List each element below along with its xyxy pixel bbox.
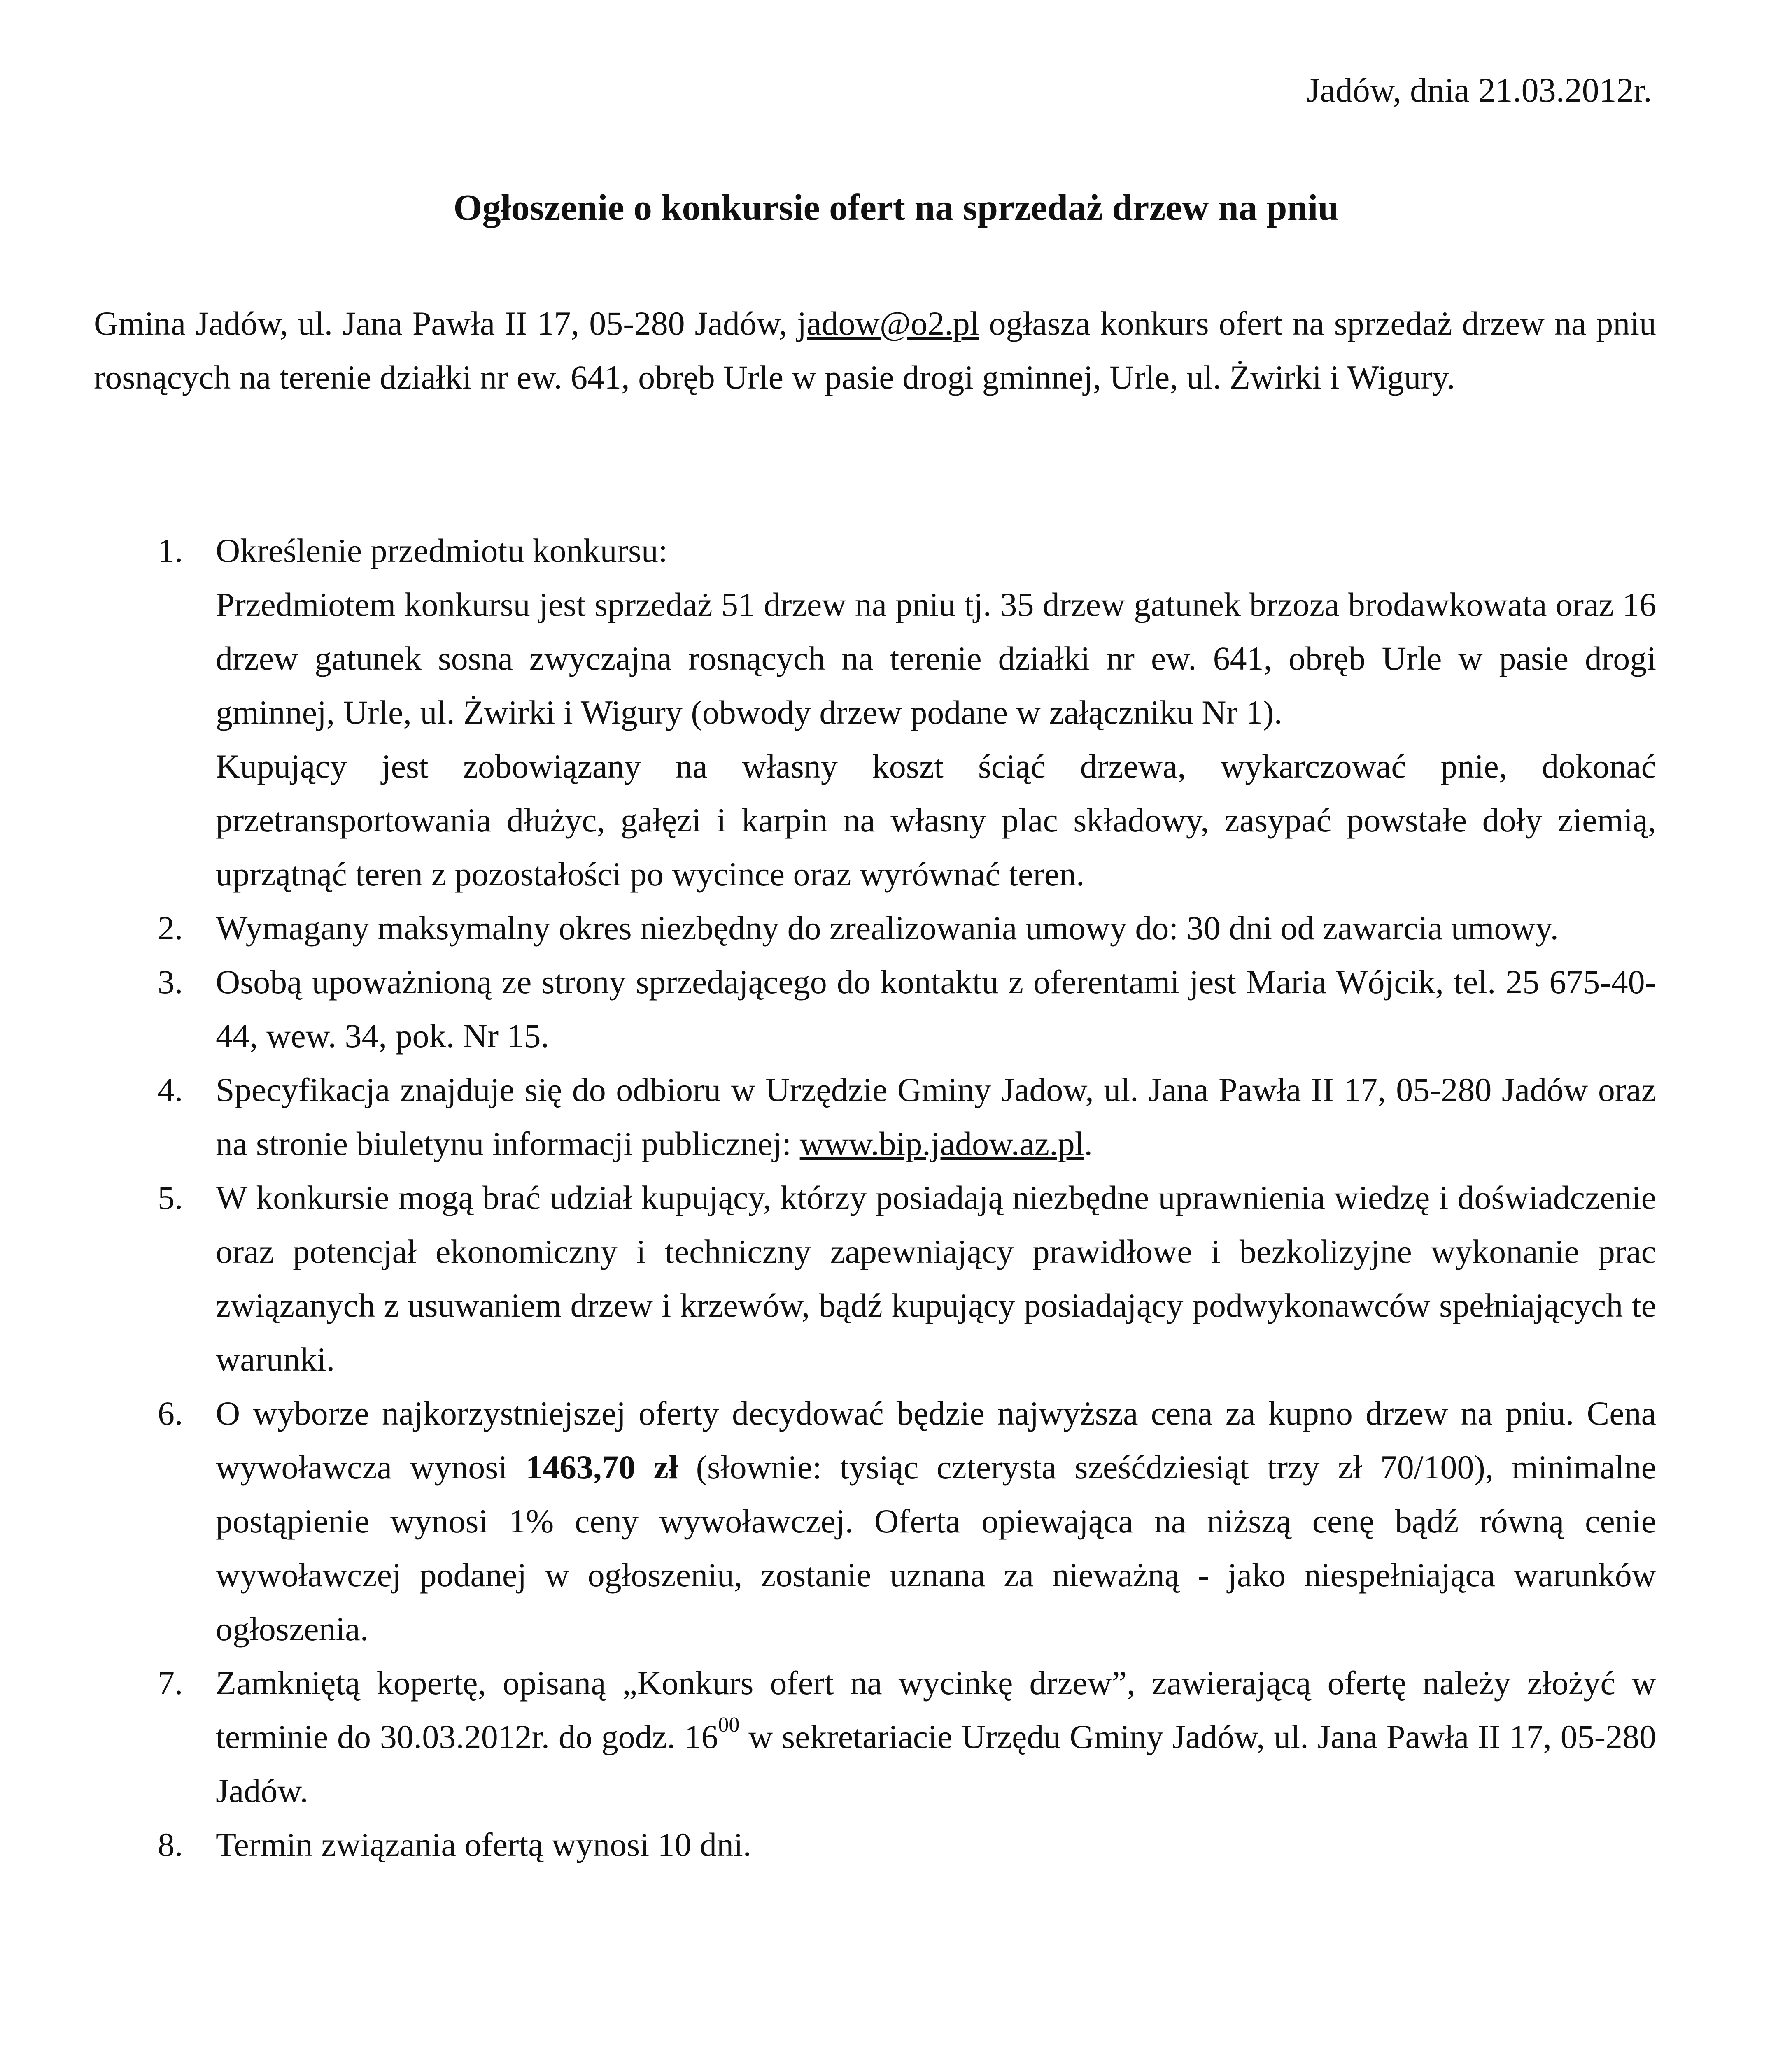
intro-paragraph: [94, 296, 1656, 404]
item-text: Osobą upoważnioną ze strony sprzedającego do kontaktu z oferentami jest Maria Wójcik, tel. 25 675-40-44, wew. 34, pok. Nr 15.: [216, 963, 1656, 1055]
terms-list: [94, 524, 1656, 1872]
document-title: Ogłoszenie o konkursie ofert na sprzedaż drzew na pniu: [453, 187, 1339, 228]
item-text: W konkursie mogą brać udział kupujący, którzy posiadają niezbędne uprawnienia wiedzę i doświadczenie oraz potencjał ekonomiczny i techniczny zapewniający prawidłowe i bezkolizyjne wykonanie prac związanych z usuwaniem drzew i krzewów, bądź kupujący posiadający podwykonawców spełniających te warunki.: [216, 1179, 1656, 1378]
item-text-end: .: [1084, 1125, 1093, 1162]
date-line: Jadów, dnia 21.03.2012r.: [1306, 71, 1652, 109]
starting-price: 1463,70 zł: [525, 1448, 678, 1486]
item-text: [216, 1386, 1656, 1656]
time-superscript: 00: [718, 1713, 740, 1737]
item-text-end: w sekretariacie Urzędu Gminy Jadów, ul. Jana Pawła II 17, 05-280 Jadów.: [216, 1718, 1657, 1809]
item-number: 4.: [158, 1071, 183, 1108]
intro-text-end: ogłasza konkurs ofert na sprzedaż drzew na pniu rosnących na terenie działki nr ew. 641, obręb Urle w pasie drogi gminnej, Urle, ul. Żwirki i Wigury.: [94, 305, 1656, 396]
item-text-start: Specyfikacja znajduje się do odbioru w Urzędzie Gminy Jadow, ul. Jana Pawła II 17, 05-280 Jadów oraz na stronie biuletynu informacji publicznej:: [216, 1071, 1656, 1162]
item-text-start: O wyborze najkorzystniejszej oferty decydować będzie najwyższa cena za kupno drzew na pniu. Cena wywoławcza wynosi: [216, 1395, 1656, 1486]
item-text: [216, 1063, 1656, 1171]
item-paragraph: Kupujący jest zobowiązany na własny koszt ściąć drzewa, wykarczować pnie, dokonać przetransportowania dłużyc, gałęzi i karpin na własny plac składowy, zasypać powstałe doły ziemią, uprzątnąć teren z pozostałości po wycince oraz wyrównać teren.: [216, 747, 1656, 893]
item-number: 3.: [158, 963, 183, 1001]
email-link[interactable]: jadow@o2.pl: [797, 305, 979, 342]
item-text: [216, 1656, 1656, 1818]
item-number: 8.: [158, 1826, 183, 1863]
intro-text-start: Gmina Jadów, ul. Jana Pawła II 17, 05-280 Jadów,: [94, 305, 797, 342]
list-item-2: [94, 901, 1656, 955]
item-number: 7.: [158, 1664, 183, 1702]
item-number: 1.: [158, 532, 183, 569]
item-heading: Określenie przedmiotu konkursu:: [216, 532, 668, 569]
list-item-5: [94, 1171, 1656, 1386]
item-text-end: (słownie: tysiąc czterysta sześćdziesiąt trzy zł 70/100), minimalne postąpienie wynosi 1% ceny wywoławczej. Oferta opiewająca na niższą cenę bądź równą cenie wywoławczej podanej w ogłoszeniu, zostanie uznana za nieważną - jako niespełniająca warunków ogłoszenia.: [216, 1448, 1657, 1648]
item-number: 6.: [158, 1395, 183, 1432]
list-item-1: [94, 524, 1656, 901]
item-text: Wymagany maksymalny okres niezbędny do zrealizowania umowy do: 30 dni od zawarcia umowy.: [216, 909, 1559, 947]
list-item-8: [94, 1818, 1656, 1872]
item-text-start: Zamkniętą kopertę, opisaną „Konkurs ofert na wycinkę drzew”, zawierającą ofertę należy złożyć w terminie do 30.03.2012r. do godz. 16: [216, 1664, 1656, 1755]
item-text: Termin związania ofertą wynosi 10 dni.: [216, 1826, 752, 1863]
item-paragraph: Przedmiotem konkursu jest sprzedaż 51 drzew na pniu tj. 35 drzew gatunek brzoza brodawkowata oraz 16 drzew gatunek sosna zwyczajna rosnących na terenie działki nr ew. 641, obręb Urle w pasie drogi gminnej, Urle, ul. Żwirki i Wigury (obwody drzew podane w załączniku Nr 1).: [216, 586, 1656, 731]
item-number: 2.: [158, 909, 183, 947]
item-number: 5.: [158, 1179, 183, 1216]
list-item-6: [94, 1386, 1656, 1656]
list-item-4: [94, 1063, 1656, 1171]
list-item-7: [94, 1656, 1656, 1818]
bip-link[interactable]: www.bip.jadow.az.pl: [799, 1125, 1084, 1162]
list-item-3: [94, 955, 1656, 1063]
